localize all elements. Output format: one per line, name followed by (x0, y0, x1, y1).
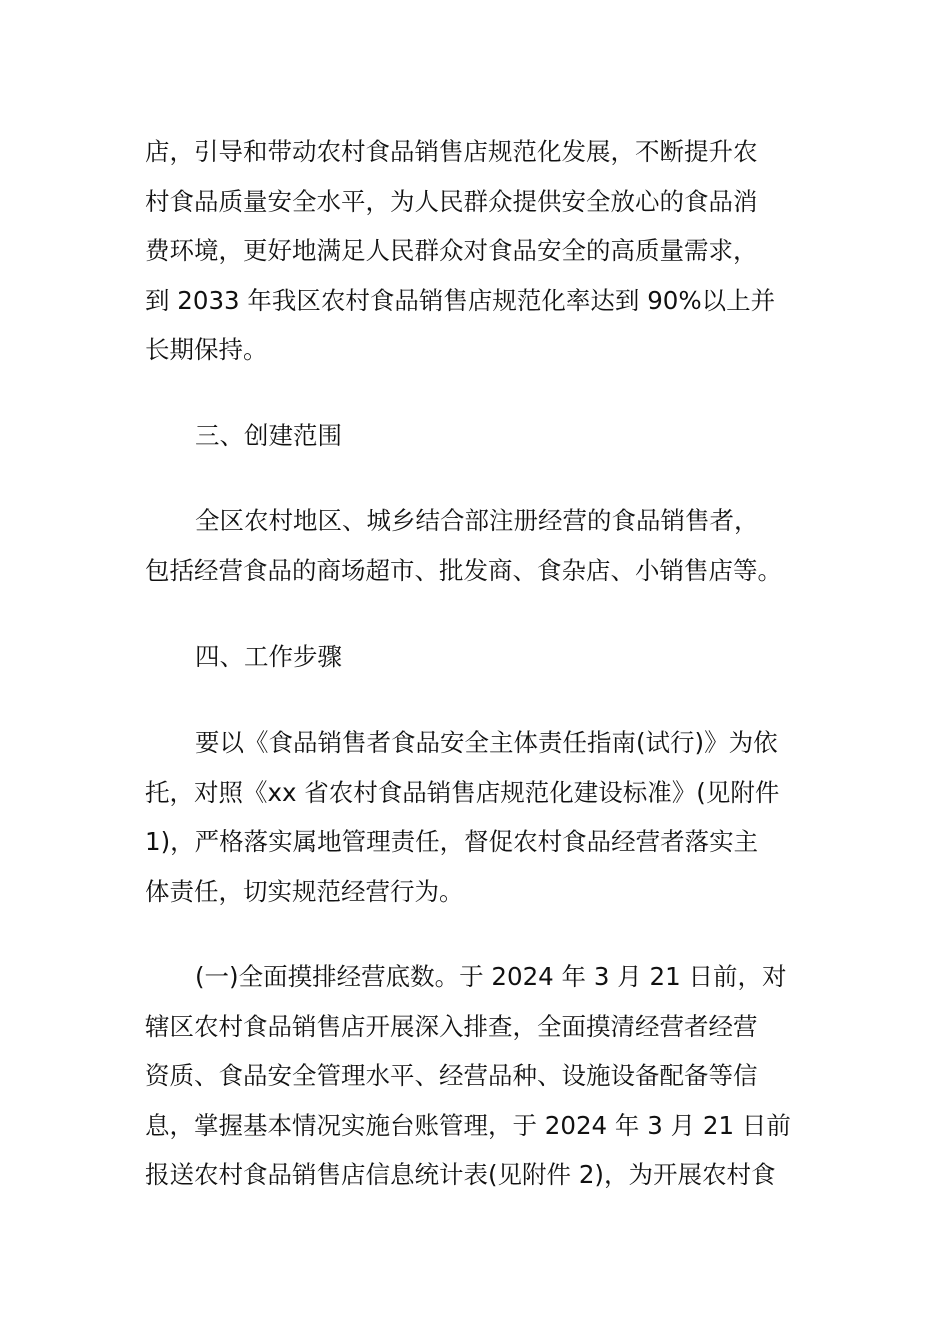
paragraph-line: 长期保持。 (145, 335, 268, 364)
paragraph-step-one (145, 952, 817, 1200)
paragraph-line: 要以《食品销售者食品安全主体责任指南(试行)》为依 (195, 728, 778, 757)
paragraph-goal (145, 127, 817, 375)
paragraph-line: 全区农村地区、城乡结合部注册经营的食品销售者， (195, 506, 759, 535)
section-heading: 三、创建范围 (195, 421, 342, 450)
paragraph-line: 资质、食品安全管理水平、经营品种、设施设备配备等信 (145, 1061, 758, 1090)
paragraph-steps-intro (145, 718, 817, 916)
paragraph-line: (一)全面摸排经营底数。于 2024 年 3 月 21 日前，对 (195, 962, 787, 991)
section-heading-steps (145, 632, 817, 682)
paragraph-line: 1)，严格落实属地管理责任，督促农村食品经营者落实主 (145, 827, 759, 856)
paragraph-line: 村食品质量安全水平，为人民群众提供安全放心的食品消 (145, 186, 758, 216)
paragraph-line: 费环境，更好地满足人民群众对食品安全的高质量需求， (145, 236, 758, 265)
paragraph-line: 报送农村食品销售店信息统计表(见附件 2)，为开展农村食 (145, 1160, 776, 1189)
paragraph-line: 托，对照《xx 省农村食品销售店规范化建设标准》(见附件 (145, 777, 780, 807)
paragraph-line: 到 2033 年我区农村食品销售店规范化率达到 90%以上并 (145, 285, 776, 315)
paragraph-scope (145, 496, 817, 595)
section-heading-scope (145, 411, 817, 461)
paragraph-line: 息，掌握基本情况实施台账管理，于 2024 年 3 月 21 日前 (145, 1110, 791, 1140)
paragraph-line: 体责任，切实规范经营行为。 (145, 876, 464, 906)
section-heading: 四、工作步骤 (195, 642, 342, 671)
paragraph-line: 店，引导和带动农村食品销售店规范化发展，不断提升农 (145, 137, 758, 166)
paragraph-line: 包括经营食品的商场超市、批发商、食杂店、小销售店等。 (145, 555, 782, 585)
paragraph-line: 辖区农村食品销售店开展深入排查，全面摸清经营者经营 (145, 1011, 758, 1041)
